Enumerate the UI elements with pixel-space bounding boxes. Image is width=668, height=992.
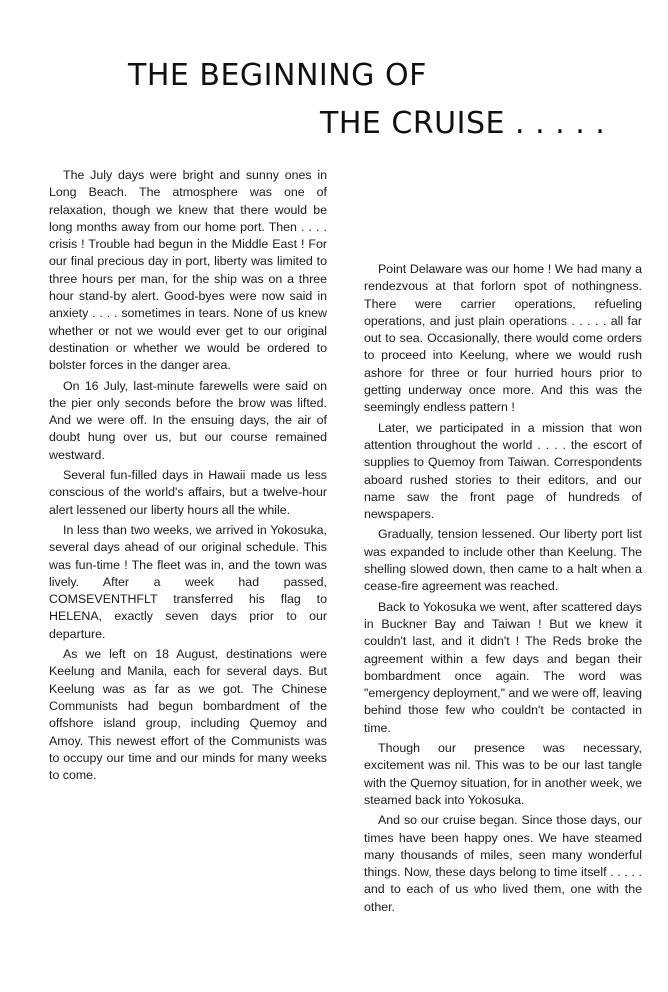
page-title-line-2: THE CRUISE . . . . . xyxy=(320,106,606,141)
paragraph: Later, we participated in a mission that won attention throughout the world . . . . the escort of supplies to Quemoy from Taiwan. Correspondents aboard rushed stories to their editors, and our name saw the front page of hundreds of newspapers. xyxy=(364,420,642,522)
paragraph: In less than two weeks, we arrived in Yokosuka, several days ahead of our original schedule. This was fun-time ! The fleet was in, and the town was lively. After a week had passed, COMSEVENTHFLT transferred his flag to HELENA, exactly seven days prior to our departure. xyxy=(49,522,327,641)
page-title-line-1: THE BEGINNING OF xyxy=(128,58,427,93)
paragraph: Gradually, tension lessened. Our liberty port list was expanded to include other than Keelung. The shelling slowed down, then came to a halt when a cease-fire agreement was reached. xyxy=(364,527,642,594)
paragraph: As we left on 18 August, destinations were Keelung and Manila, each for several days. But Keelung was as far as we got. The Chinese Communists had begun bombardment of the offshore island group, including Quemoy and Amoy. This newest effort of the Communists was to occupy our time and our minds for many weeks to come. xyxy=(49,647,327,783)
paragraph: And so our cruise began. Since those days, our times have been happy ones. We have steamed many thousands of miles, seen many wonderful things. Now, these days belong to time itself . . . . . and to each of us who lived them, one with the other. xyxy=(364,813,642,914)
paragraph: Though our presence was necessary, excitement was nil. This was to be our last tangle with the Quemoy situation, for in another week, we steamed back into Yokosuka. xyxy=(364,741,642,807)
left-column xyxy=(49,167,327,787)
paragraph: On 16 July, last-minute farewells were said on the pier only seconds before the brow was lifted. And we were off. In the ensuing days, the air of doubt hung over us, but our course remained westward. xyxy=(49,378,327,462)
paragraph: Point Delaware was our home ! We had many a rendezvous at that forlorn spot of nothingness. There were carrier operations, refueling operations, and just plain operations . . . . . all far out to sea. Occasionally, there would come orders to proceed into Keelung, where we would rush ashore for three or four hurried hours prior to getting underway once more. And this was the seemingly endless pattern ! xyxy=(364,262,642,415)
paragraph: The July days were bright and sunny ones in Long Beach. The atmosphere was one of relaxation, though we knew that there would be long months away from our home port. Then . . . . crisis ! Trouble had begun in the Middle East ! For our final precious day in port, liberty was limited to three hours per man, for the ship was on a three hour stand-by alert. Good-byes were now said in anxiety . . . . sometimes in tears. None of us knew whether or not we would ever get to our original destination or whether we would be ordered to bolster forces in the danger area. xyxy=(49,168,327,373)
right-column xyxy=(364,261,642,919)
paragraph: Back to Yokosuka we went, after scattered days in Buckner Bay and Taiwan ! But we knew it couldn't last, and it didn't ! The Reds broke the agreement within a few days and began their bombardment once again. The word was "emergency deployment," and we were off, leaving behind those few who couldn't be contacted in time. xyxy=(364,599,642,735)
paragraph: Several fun-filled days in Hawaii made us less conscious of the world's affairs, but a twelve-hour alert lessened our liberty hours all the while. xyxy=(49,468,327,517)
